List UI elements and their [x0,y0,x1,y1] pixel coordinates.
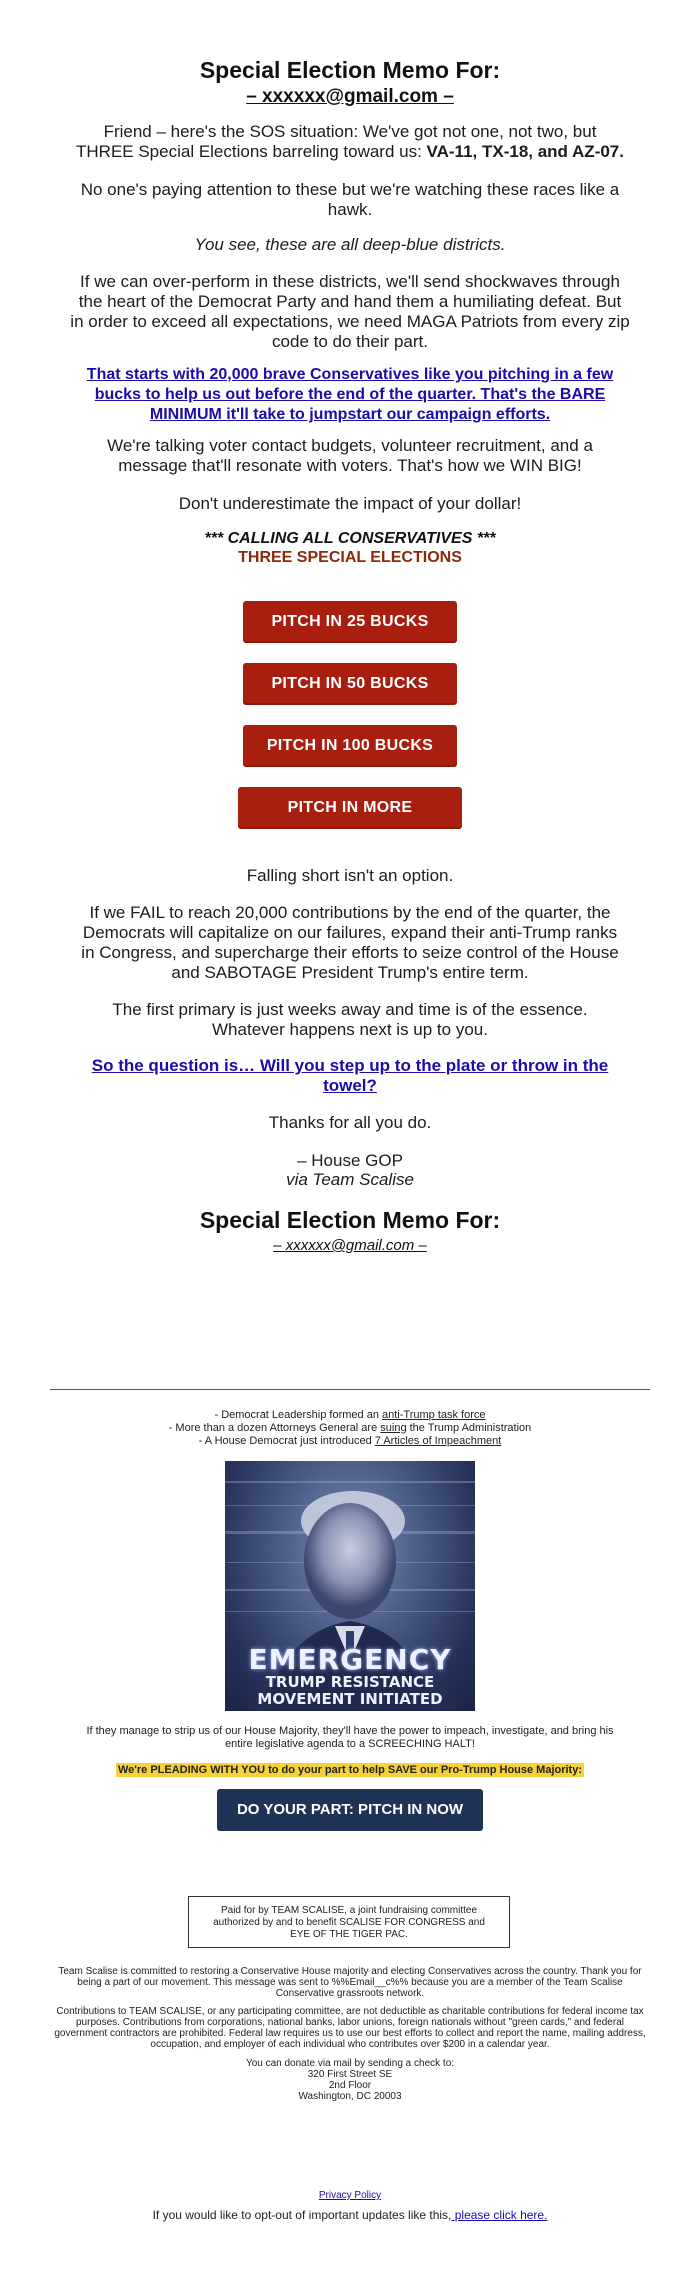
paragraph-deep-blue: You see, these are all deep-blue districts. [194,235,506,254]
emergency-image[interactable] [225,1461,475,1711]
pitch-more-button[interactable]: PITCH IN MORE [238,787,462,829]
memo-footer-header [0,1206,700,1254]
link-impeachment[interactable]: 7 Articles of Impeachment [374,1435,502,1447]
link-suing[interactable]: suing [380,1422,407,1434]
paragraph-falling-short: Falling short isn't an option. [246,866,454,885]
bullet-task-force [100,1409,600,1422]
image-emergency-text: EMERGENCY [248,1643,452,1676]
bullet-list [100,1409,600,1448]
paragraph-sos-text: Friend – here's the SOS situation: We've got not one, not two, but THREE Special Elections barreling toward us: [76,122,597,161]
paragraph-fail: If we FAIL to reach 20,000 contributions by the end of the quarter, the Democrats will capitalize on our failures, expand their anti-Trump ranks in Congress, and supercharge their efforts to seize control of the House and SABOTAGE President Trump's entire term. [81,903,619,982]
opt-out-text: If you would like to opt-out of important updates like this, [152,2208,452,2222]
bullet-suing [100,1422,600,1435]
three-elections-heading: THREE SPECIAL ELECTIONS [238,549,462,566]
memo-email: – xxxxxx@gmail.com – [246,86,454,107]
strip-majority-text: If they manage to strip us of our House Majority, they'll have the power to impeach, investigate, and bring his entire legislative agenda to a SCREECHING HALT! [86,1725,614,1750]
image-movement-text: MOVEMENT INITIATED [257,1690,443,1708]
address-line-2: 2nd Floor [328,2080,372,2091]
image-resistance-text: TRUMP RESISTANCE [265,1673,435,1691]
bullet-suing-post: the Trump Administration [406,1422,532,1434]
memo-footer-email: – xxxxxx@gmail.com – [273,1237,427,1254]
link-step-up[interactable]: So the question is… Will you step up to the plate or throw in the towel? [91,1056,609,1095]
contributions-text: Contributions to TEAM SCALISE, or any participating committee, are not deductible as charitable contributions for federal income tax purposes. Contributions from corporations, national banks, labor unions, foreign nationals without "green cards," and federal government contractors are prohibited. Federal law requires us to use our best efforts to collect and report the name, mailing address, occupation, and employer of each individual who contributes over $200 in a calendar year. [54,2006,646,2050]
opt-out-link[interactable]: please click here. [451,2208,548,2222]
privacy-policy-link[interactable]: Privacy Policy [318,2190,382,2201]
memo-header [0,56,700,108]
districts-bold: VA-11, TX-18, and AZ-07. [426,142,624,161]
bullet-impeachment-text: - A House Democrat just introduced [198,1435,375,1447]
divider [50,1389,650,1390]
paid-for-box [188,1896,510,1948]
pleading-line [0,1760,700,1778]
address-line-3: Washington, DC 20003 [298,2091,402,2102]
bullet-impeachment [100,1435,600,1448]
paragraph-voter-contact: We're talking voter contact budgets, volunteer recruitment, and a message that'll resonate with voters. That's how we WIN BIG! [107,436,593,475]
pitch-25-button[interactable]: PITCH IN 25 BUCKS [243,601,457,643]
pleading-highlight: We're PLEADING WITH YOU to do your part to help SAVE our Pro-Trump House Majority: [117,1764,583,1776]
calling-heading: *** CALLING ALL CONSERVATIVES *** [204,530,496,547]
opt-out-line [0,2208,700,2222]
link-task-force[interactable]: anti-Trump task force [382,1409,486,1421]
paragraph-sos [75,122,625,162]
pitch-50-button[interactable]: PITCH IN 50 BUCKS [243,663,457,705]
signature-house-gop: – House GOP [297,1151,403,1170]
memo-title: Special Election Memo For: [199,57,501,83]
cta-pitch-in-now-button[interactable]: DO YOUR PART: PITCH IN NOW [217,1789,483,1831]
mail-address [0,2058,700,2102]
signature-team-scalise: via Team Scalise [286,1170,414,1189]
mail-intro: You can donate via mail by sending a check to: [245,2058,455,2069]
bullet-suing-text: - More than a dozen Attorneys General are [168,1422,381,1434]
paragraph-overperform: If we can over-perform in these districts, we'll send shockwaves through the heart of the Democrat Party and hand them a humiliating defeat. But in order to exceed all expectations, we need MAGA Patriots from every zip code to do their part. [70,272,630,351]
address-line-1: 320 First Street SE [307,2069,393,2080]
paragraph-dollar: Don't underestimate the impact of your dollar! [178,494,522,513]
paragraph-hawk: No one's paying attention to these but we're watching these races like a hawk. [80,180,620,219]
memo-footer-title: Special Election Memo For: [199,1207,501,1233]
bullet-task-force-text: - Democrat Leadership formed an [214,1409,382,1421]
paragraph-thanks: Thanks for all you do. [268,1113,432,1132]
paid-for-text: Paid for by TEAM SCALISE, a joint fundraising committee authorized by and to benefit SCALISE FOR CONGRESS and EYE OF THE TIGER PAC. [213,1905,485,1940]
pitch-100-button[interactable]: PITCH IN 100 BUCKS [243,725,457,767]
link-20000-conservatives[interactable]: That starts with 20,000 brave Conservatives like you pitching in a few bucks to help us out before the end of the quarter. That's the BARE MINIMUM it'll take to jumpstart our campaign efforts. [86,366,614,423]
paragraph-primary: The first primary is just weeks away and time is of the essence. Whatever happens next is up to you. [112,1000,588,1039]
committed-text: Team Scalise is committed to restoring a Conservative House majority and electing Conservatives across the country. Thank you for being a part of our movement. This message was sent to %%Email__c%% because you are a member of the Team Scalise Conservative grassroots network. [58,1966,642,1999]
